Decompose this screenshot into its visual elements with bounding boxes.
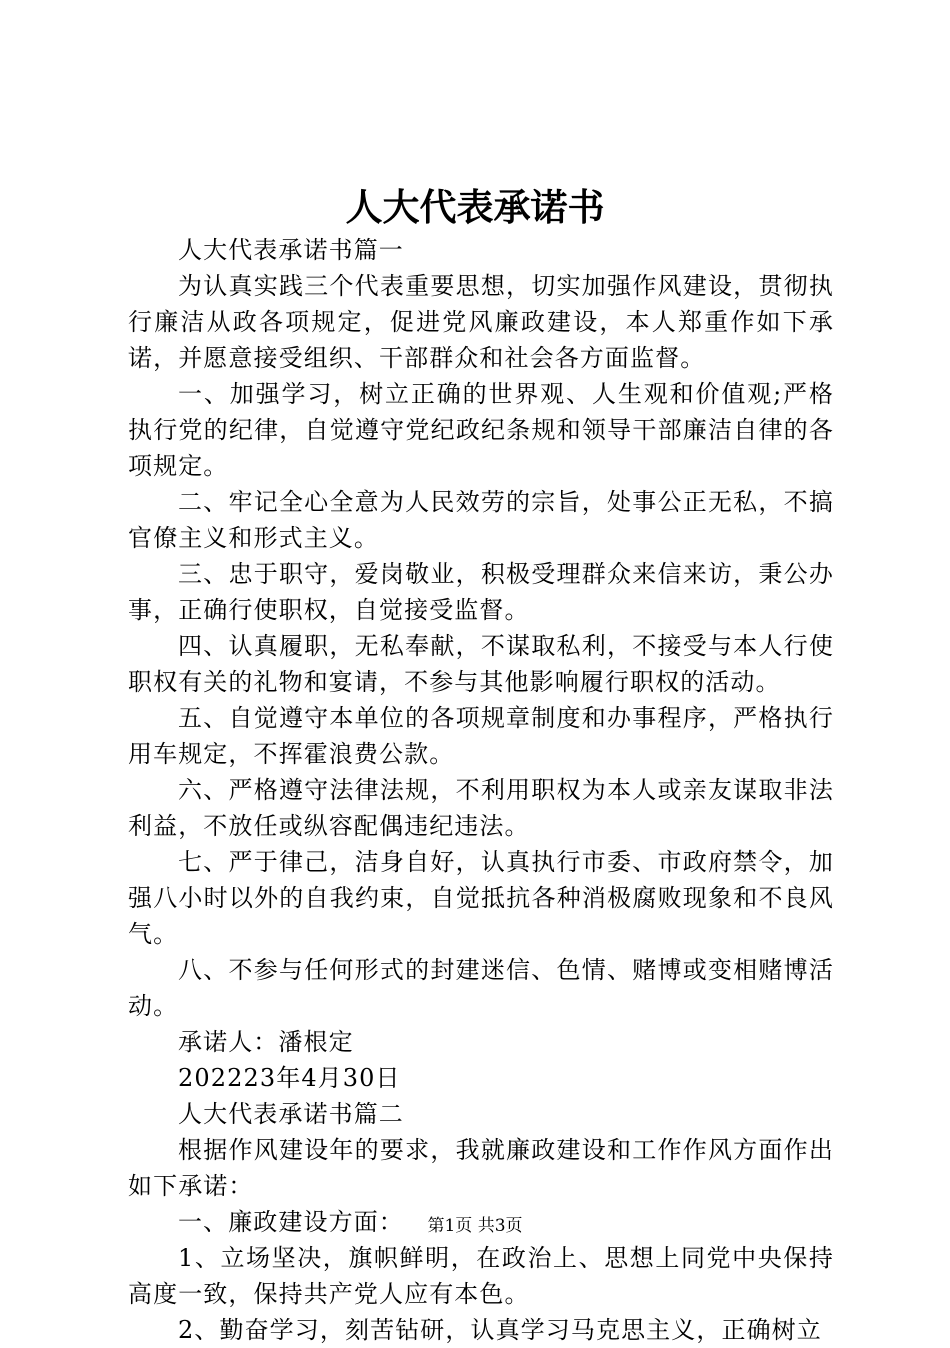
page-footer: 第1页 共3页 [427, 1216, 523, 1236]
signature-line: 承诺人：潘根定 [178, 1028, 354, 1056]
document-body [128, 232, 834, 1348]
section-heading: 人大代表承诺书篇二 [178, 1100, 404, 1128]
paragraph: 根据作风建设年的要求，我就廉政建设和工作作风方面作出如下承诺： [128, 1136, 834, 1200]
paragraph: 一、加强学习，树立正确的世界观、人生观和价值观;严格执行党的纪律，自觉遵守党纪政纪条规和领导干部廉洁自律的各项规定。 [128, 380, 834, 480]
date-line: 202223年4月30日 [178, 1064, 401, 1092]
paragraph: 为认真实践三个代表重要思想，切实加强作风建设，贯彻执行廉洁从政各项规定，促进党风廉政建设，本人郑重作如下承诺，并愿意接受组织、干部群众和社会各方面监督。 [128, 272, 834, 372]
paragraph: 1、立场坚决，旗帜鲜明，在政治上、思想上同党中央保持高度一致，保持共产党人应有本色。 [128, 1244, 834, 1308]
paragraph: 二、牢记全心全意为人民效劳的宗旨，处事公正无私，不搞官僚主义和形式主义。 [128, 488, 834, 552]
paragraph: 六、严格遵守法律法规，不利用职权为本人或亲友谋取非法利益，不放任或纵容配偶违纪违法。 [128, 776, 834, 840]
paragraph: 八、不参与任何形式的封建迷信、色情、赌博或变相赌博活动。 [128, 956, 834, 1020]
paragraph: 四、认真履职，无私奉献，不谋取私利，不接受与本人行使职权有关的礼物和宴请，不参与其他影响履行职权的活动。 [128, 632, 834, 696]
paragraph: 三、忠于职守，爱岗敬业，积极受理群众来信来访，秉公办事，正确行使职权，自觉接受监督。 [128, 560, 834, 624]
paragraph: 人大代表承诺书篇一 [178, 236, 404, 264]
document-title: 人大代表承诺书 [345, 185, 605, 229]
paragraph: 七、严于律己，洁身自好，认真执行市委、市政府禁令，加强八小时以外的自我约束，自觉抵抗各种消极腐败现象和不良风气。 [128, 848, 834, 948]
paragraph: 2、勤奋学习，刻苦钻研，认真学习马克思主义，正确树立 [178, 1316, 822, 1344]
paragraph: 一、廉政建设方面： [178, 1208, 404, 1236]
paragraph: 五、自觉遵守本单位的各项规章制度和办事程序，严格执行用车规定，不挥霍浪费公款。 [128, 704, 834, 768]
